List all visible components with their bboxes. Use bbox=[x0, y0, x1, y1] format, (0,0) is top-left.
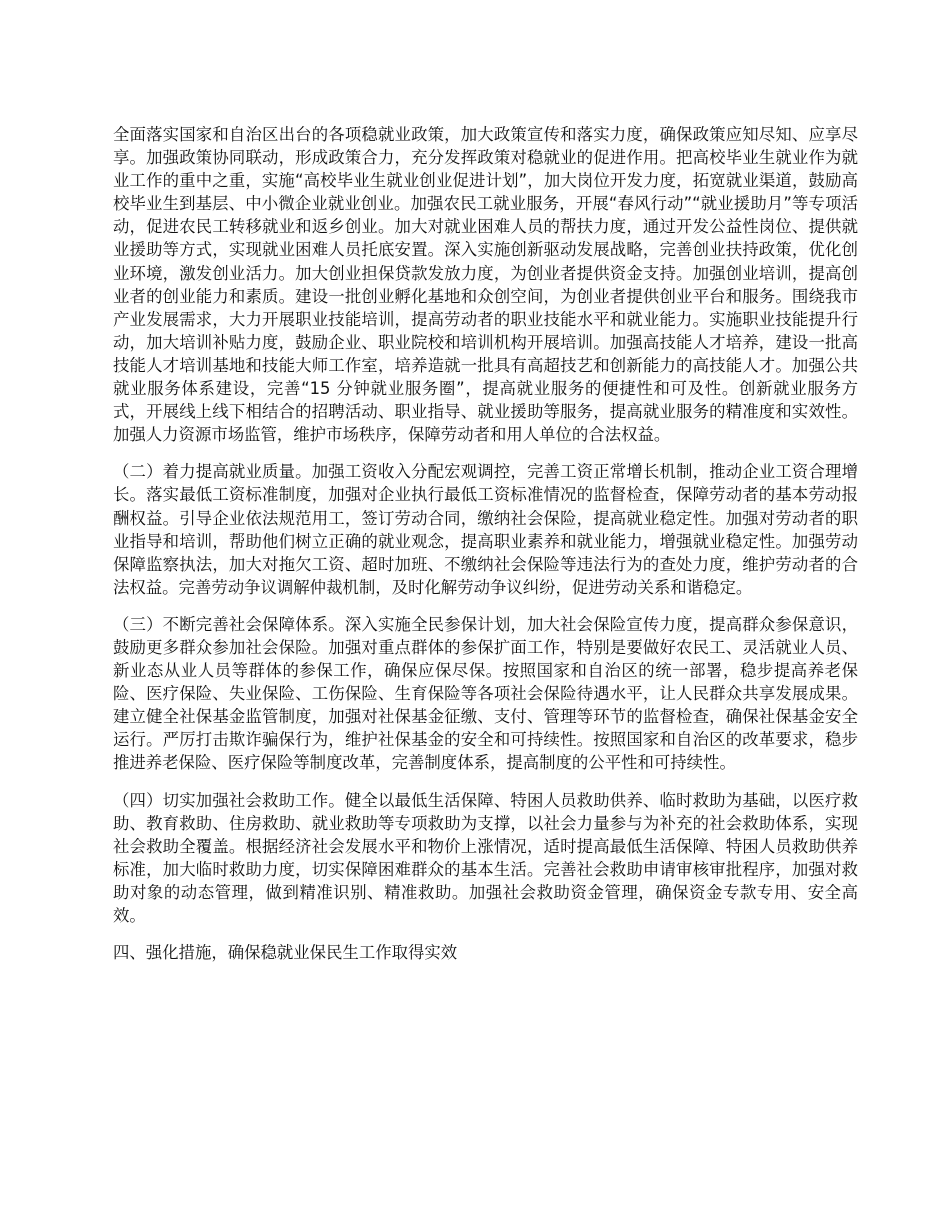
paragraph-social-assistance: （四）切实加强社会救助工作。健全以最低生活保障、特困人员救助供养、临时救助为基础，以医疗救助、教育救助、住房救助、就业救助等专项救助为支撑，以社会力量参与为补充的社会救助体系，实现社会救助全覆盖。根据经济社会发展水平和物价上涨情况，适时提高最低生活保障、特困人员救助供养标准，加大临时救助力度，切实保障困难群众的基本生活。完善社会救助申请审核审批程序，加强对救助对象的动态管理，做到精准识别、精准救助。加强社会救助资金管理，确保资金专款专用、安全高效。 bbox=[113, 790, 858, 925]
paragraph-social-security: （三）不断完善社会保障体系。深入实施全民参保计划，加大社会保险宣传力度，提高群众参保意识，鼓励更多群众参加社会保险。加强对重点群体的参保扩面工作，特别是要做好农民工、灵活就业人员、新业态从业人员等群体的参保工作，确保应保尽保。按照国家和自治区的统一部署，稳步提高养老保险、医疗保险、失业保险、工伤保险、生育保险等各项社会保险待遇水平，让人民群众共享发展成果。建立健全社保基金监管制度，加强对社保基金征缴、支付、管理等环节的监督检查，确保社保基金安全运行。严厉打击欺诈骗保行为，维护社保基金的安全和可持续性。按照国家和自治区的改革要求，稳步推进养老保险、医疗保险等制度改革，完善制度体系，提高制度的公平性和可持续性。 bbox=[113, 614, 858, 773]
paragraph-employment-quality: （二）着力提高就业质量。加强工资收入分配宏观调控，完善工资正常增长机制，推动企业工资合理增长。落实最低工资标准制度，加强对企业执行最低工资标准情况的监督检查，保障劳动者的基本劳动报酬权益。引导企业依法规范用工，签订劳动合同，缴纳社会保险，提高就业稳定性。加强对劳动者的职业指导和培训，帮助他们树立正确的就业观念，提高职业素养和就业能力，增强就业稳定性。加强劳动保障监察执法，加大对拖欠工资、超时加班、不缴纳社会保险等违法行为的查处力度，维护劳动者的合法权益。完善劳动争议调解仲裁机制，及时化解劳动争议纠纷，促进劳动关系和谐稳定。 bbox=[113, 462, 858, 597]
paragraph-employment-policy: 全面落实国家和自治区出台的各项稳就业政策，加大政策宣传和落实力度，确保政策应知尽知、应享尽享。加强政策协同联动，形成政策合力，充分发挥政策对稳就业的促进作用。把高校毕业生就业作为就业工作的重中之重，实施“高校毕业生就业创业促进计划”，加大岗位开发力度，拓宽就业渠道，鼓励高校毕业生到基层、中小微企业就业创业。加强农民工就业服务，开展“春风行动”“就业援助月”等专项活动，促进农民工转移就业和返乡创业。加大对就业困难人员的帮扶力度，通过开发公益性岗位、提供就业援助等方式，实现就业困难人员托底安置。深入实施创新驱动发展战略，完善创业扶持政策，优化创业环境，激发创业活力。加大创业担保贷款发放力度，为创业者提供资金支持。加强创业培训，提高创业者的创业能力和素质。建设一批创业孵化基地和众创空间，为创业者提供创业平台和服务。围绕我市产业发展需求，大力开展职业技能培训，提高劳动者的职业技能水平和就业能力。实施职业技能提升行动，加大培训补贴力度，鼓励企业、职业院校和培训机构开展培训。加强高技能人才培养，建设一批高技能人才培训基地和技能大师工作室，培养造就一批具有高超技艺和创新能力的高技能人才。加强公共就业服务体系建设，完善“15 分钟就业服务圈”，提高就业服务的便捷性和可及性。创新就业服务方式，开展线上线下相结合的招聘活动、职业指导、就业援助等服务，提高就业服务的精准度和实效性。加强人力资源市场监管，维护市场秩序，保障劳动者和用人单位的合法权益。 bbox=[113, 125, 858, 445]
section-heading-measures: 四、强化措施，确保稳就业保民生工作取得实效 bbox=[113, 943, 458, 963]
document-page bbox=[113, 123, 858, 964]
